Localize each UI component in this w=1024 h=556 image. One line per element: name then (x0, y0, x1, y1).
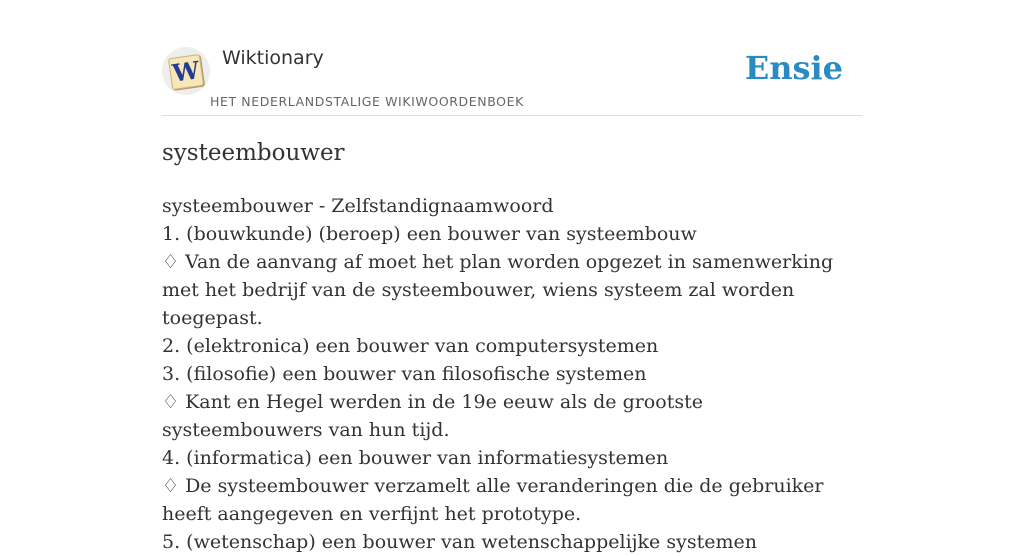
ensie-brand-logo[interactable]: Ensie (744, 49, 843, 87)
entry-line: ♢ Kant en Hegel werden in de 19e eeuw als de grootste systeembouwers van hun tijd. (162, 391, 703, 441)
site-subtitle: HET NEDERLANDSTALIGE WIKIWOORDENBOEK (210, 94, 524, 109)
entry-content (162, 192, 862, 556)
page-title: systeembouwer (162, 140, 345, 166)
entry-line: 2. (elektronica) een bouwer van computersystemen (162, 335, 659, 357)
entry-line: 3. (filosofie) een bouwer van filosofische systemen (162, 363, 647, 385)
entry-line: systeembouwer - Zelfstandignaamwoord (162, 195, 554, 217)
entry-line: ♢ De systeembouwer verzamelt alle veranderingen die de gebruiker heeft aangegeven en verfijnt het prototype. (162, 475, 824, 525)
entry-line: ♢ Van de aanvang af moet het plan worden opgezet in samenwerking met het bedrijf van de systeembouwer, wiens systeem zal worden toegepast. (162, 251, 834, 329)
site-name[interactable]: Wiktionary (222, 47, 324, 69)
entry-line: 4. (informatica) een bouwer van informatiesystemen (162, 447, 669, 469)
site-header (162, 44, 862, 116)
wiktionary-logo[interactable] (162, 47, 210, 95)
wiktionary-logo-icon: W (168, 54, 204, 90)
entry-line: 1. (bouwkunde) (beroep) een bouwer van systeembouw (162, 223, 697, 245)
entry-line: 5. (wetenschap) een bouwer van wetenschappelijke systemen (162, 531, 757, 553)
